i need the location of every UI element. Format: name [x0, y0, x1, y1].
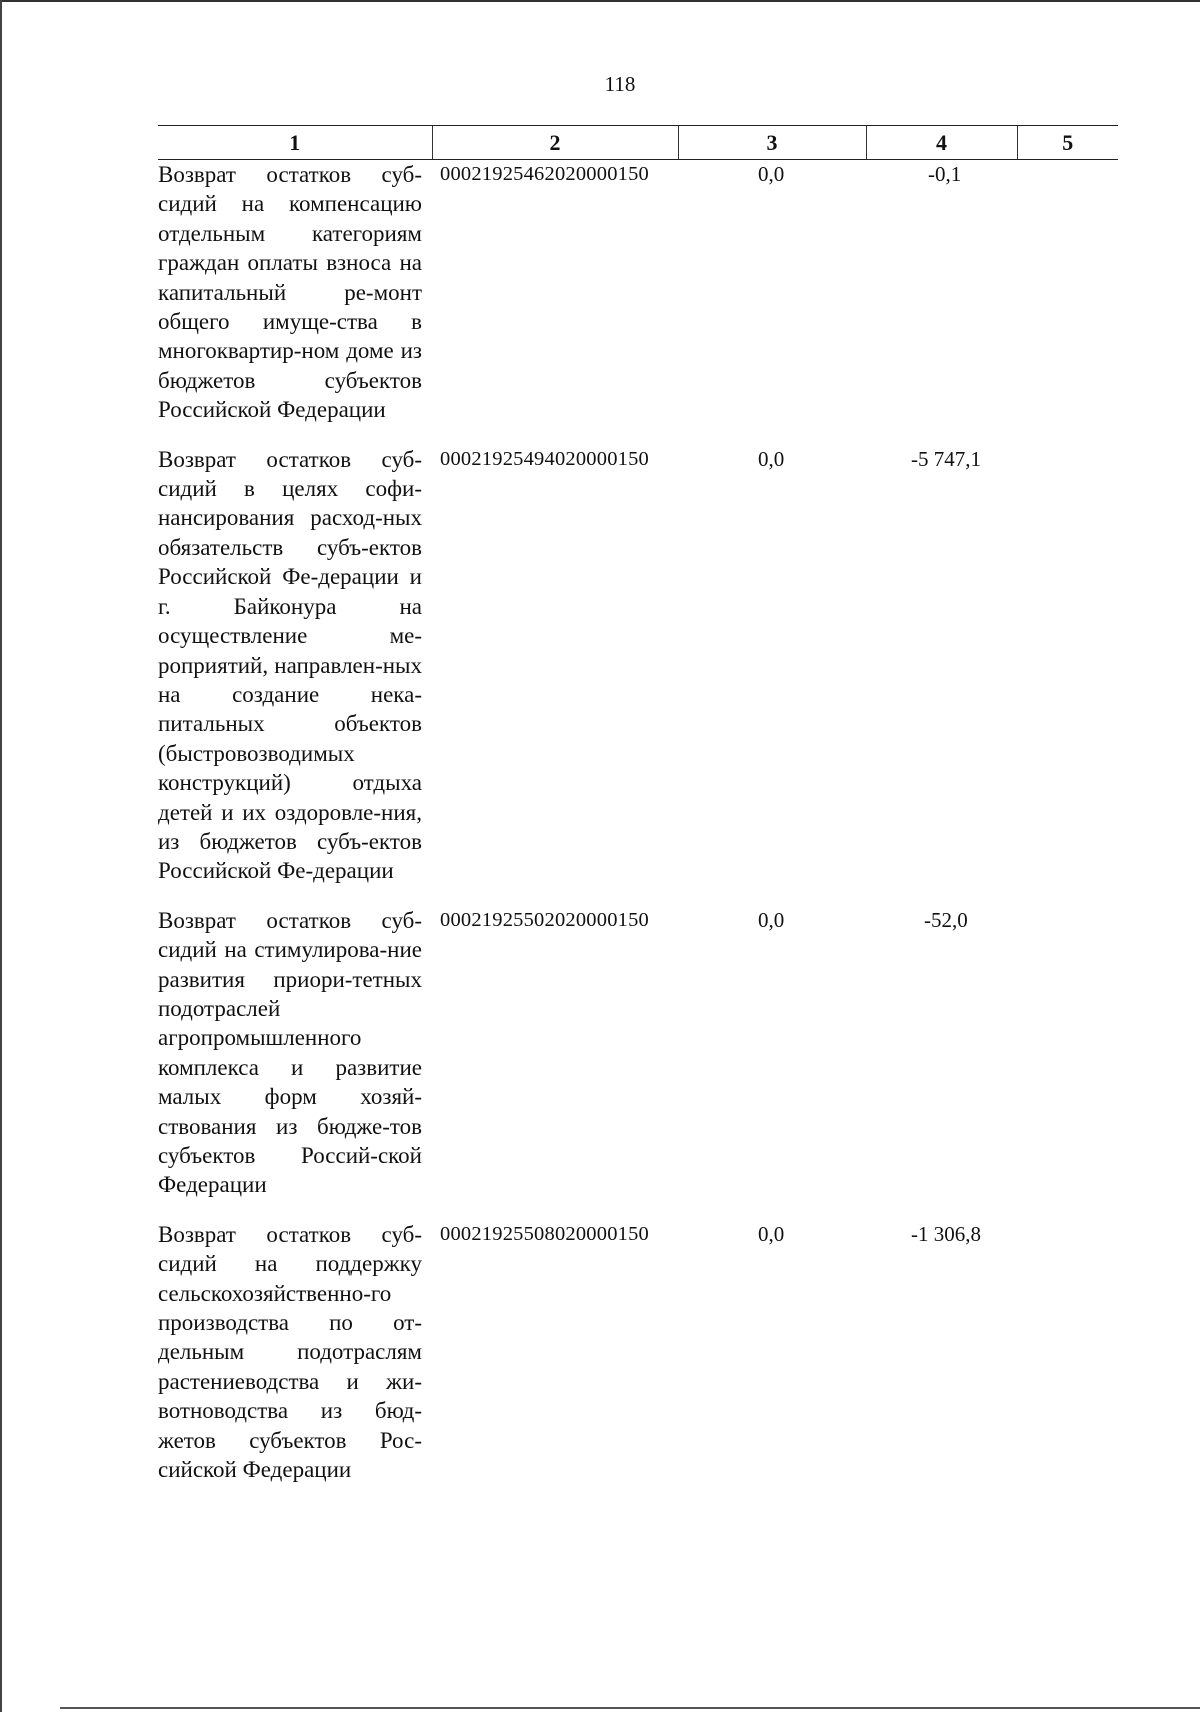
row-code: 00021925462020000150: [440, 163, 649, 185]
row-name: Возврат остатков суб-сидий в целях софи-нансирования расход-ных обязательств субъ-ектов Российской Фе-дерации и г. Байконура на осуществление ме-роприятий, направлен-ных на создание нека-питальных объектов (быстровозводимых конструкций) отдыха детей и их оздоровле-ния, из бюджетов субъ-ектов Российской Фе-дерации: [158, 446, 422, 884]
header-col-3: 3: [678, 126, 866, 160]
row-name: Возврат остатков суб-сидий на поддержку сельскохозяйственно-го производства по от-дельным подотраслям растениеводства и жи-вотноводства из бюд-жетов субъектов Рос-сийской Федерации: [158, 1221, 422, 1483]
table-row: [158, 445, 1118, 906]
table-row: [158, 1220, 1118, 1505]
row-col5-value: [1017, 906, 1118, 1220]
row-col5-value: [1017, 445, 1118, 906]
row-code: 00021925494020000150: [440, 447, 649, 470]
table-row: [158, 160, 1118, 445]
budget-table: [158, 125, 1118, 1504]
table-header-row: [158, 126, 1118, 160]
row-code: 00021925502020000150: [440, 908, 649, 931]
row-col5-value: [1017, 1220, 1118, 1505]
scan-frame-bottom: [60, 1707, 1200, 1709]
header-col-2: 2: [432, 126, 678, 160]
row-code: 00021925508020000150: [440, 1222, 649, 1245]
row-col4-value: -5 747,1: [911, 446, 981, 471]
row-col4-value: -52,0: [924, 907, 968, 932]
scan-frame-left: [0, 0, 2, 1712]
page-number: 118: [604, 72, 636, 96]
row-col4-value: -0,1: [928, 162, 962, 186]
row-col3-value: 0,0: [758, 446, 785, 471]
header-col-5: 5: [1017, 126, 1118, 160]
row-name: Возврат остатков суб-сидий на компенсацию отдельным категориям граждан оплаты взноса на капитальный ре-монт общего имуще-ства в многоквартир-ном доме из бюджетов субъектов Российской Федерации: [158, 162, 422, 423]
header-col-4: 4: [866, 126, 1017, 160]
row-col5-value: [1017, 160, 1118, 445]
row-col3-value: 0,0: [758, 1221, 785, 1246]
row-col4-value: -1 306,8: [911, 1221, 981, 1246]
row-col3-value: 0,0: [758, 162, 785, 186]
scan-frame-top: [0, 0, 1200, 2]
table-row: [158, 906, 1118, 1220]
header-col-1: 1: [158, 126, 432, 160]
row-col3-value: 0,0: [758, 907, 785, 932]
row-name: Возврат остатков суб-сидий на стимулирова-ние развития приори-тетных подотраслей агропромышленного комплекса и развитие малых форм хозяй-ствования из бюдже-тов субъектов Россий-ской Федерации: [158, 907, 422, 1198]
